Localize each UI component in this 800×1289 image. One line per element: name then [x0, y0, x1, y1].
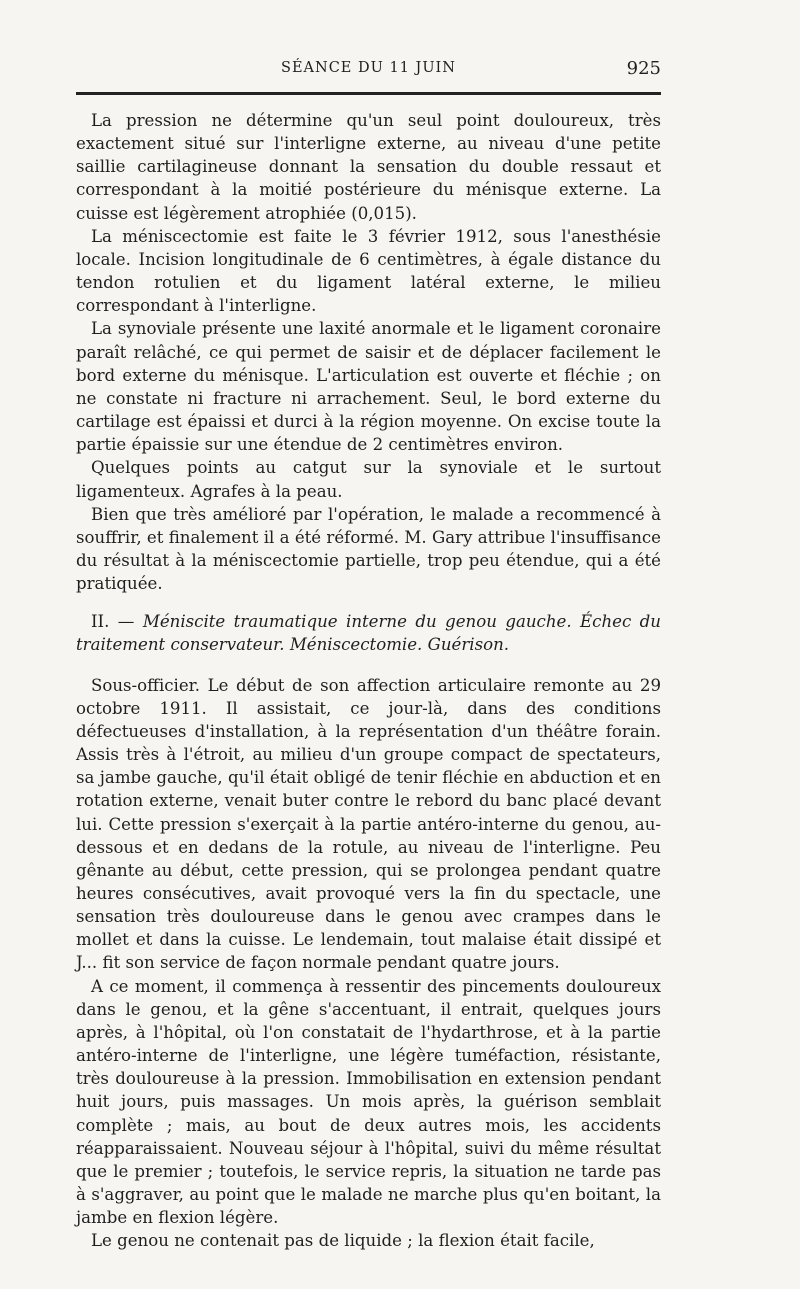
paragraph: La méniscectomie est faite le 3 février 1912, sous l'anesthésie locale. Incision longitudinale de 6 centimètres, à égale distance du tendon rotulien et du ligament latéral externe, le milieu correspondant à l'interligne. [76, 226, 661, 316]
document-page [76, 58, 661, 1253]
paragraph: Bien que très amélioré par l'opération, le malade a recommencé à souffrir, et finalement il a été réformé. M. Gary attribue l'insuffisance du résultat à la méniscectomie partielle, trop peu étendue, qui a été pratiquée. [76, 504, 661, 594]
case-title: Méniscite traumatique interne du genou gauche. Échec du traitement conservateur. Méniscectomie. Guérison. [76, 612, 661, 655]
paragraph: A ce moment, il commença à ressentir des pincements douloureux dans le genou, et la gêne s'accentuant, il entrait, quelques jours après, à l'hôpital, où l'on constatait de l'hydarthrose, et à la partie antéro-interne de l'interligne, une légère tuméfaction, résistante, très douloureuse à la pression. Immobilisation en extension pendant huit jours, puis massages. Un mois après, la guérison semblait complète ; mais, au bout de deux autres mois, les accidents réapparaissaient. Nouveau séjour à l'hôpital, suivi du même résultat que le premier ; toutefois, le service repris, la situation ne tarde pas à s'aggraver, au point que le malade ne marche plus qu'en boitant, la jambe en flexion légère. [76, 976, 661, 1228]
case-heading [76, 610, 661, 656]
paragraph: Sous-officier. Le début de son affection articulaire remonte au 29 octobre 1911. Il assistait, ce jour-là, dans des conditions défectueuses d'installation, à la représentation d'un théâtre forain. Assis très à l'étroit, au milieu d'un groupe compact de spectateurs, sa jambe gauche, qu'il était obligé de tenir fléchie en abduction et en rotation externe, venait buter contre le rebord du banc placé devant lui. Cette pression s'exerçait à la partie antéro-interne du genou, au-dessous et en dedans de la rotule, au niveau de l'interligne. Peu gênante au début, cette pression, qui se prolongea pendant quatre heures consécutives, avait provoqué vers la fin du spectacle, une sensation très douloureuse dans le genou avec crampes dans le mollet et dans la cuisse. Le lendemain, tout malaise était dissipé et J... fit son service de façon normale pendant quatre jours. [76, 675, 661, 973]
paragraph: La pression ne détermine qu'un seul point douloureux, très exactement situé sur l'interligne externe, au niveau d'une petite saillie cartilagineuse donnant la sensation du double ressaut et correspondant à la moitié postérieure du ménisque externe. La cuisse est légèrement atrophiée (0,015). [76, 111, 661, 223]
header-rule [76, 92, 661, 95]
running-head [76, 58, 661, 82]
page-number: 925 [626, 58, 661, 79]
paragraph: Le genou ne contenait pas de liquide ; la flexion était facile, [91, 1231, 595, 1251]
paragraph: La synoviale présente une laxité anormale et le ligament coronaire paraît relâché, ce qui permet de saisir et de déplacer facilement le bord externe du ménisque. L'articulation est ouverte et fléchie ; on ne constate ni fracture ni arrachement. Seul, le bord externe du cartilage est épaissi et durci à la région moyenne. On excise toute la partie épaissie sur une étendue de 2 centimètres environ. [76, 319, 661, 455]
body-text [76, 109, 661, 1253]
paragraph: Quelques points au catgut sur la synoviale et le surtout ligamenteux. Agrafes à la peau. [76, 458, 661, 501]
running-title: SÉANCE DU 11 JUIN [281, 60, 456, 76]
case-numeral: II. — [91, 612, 135, 632]
